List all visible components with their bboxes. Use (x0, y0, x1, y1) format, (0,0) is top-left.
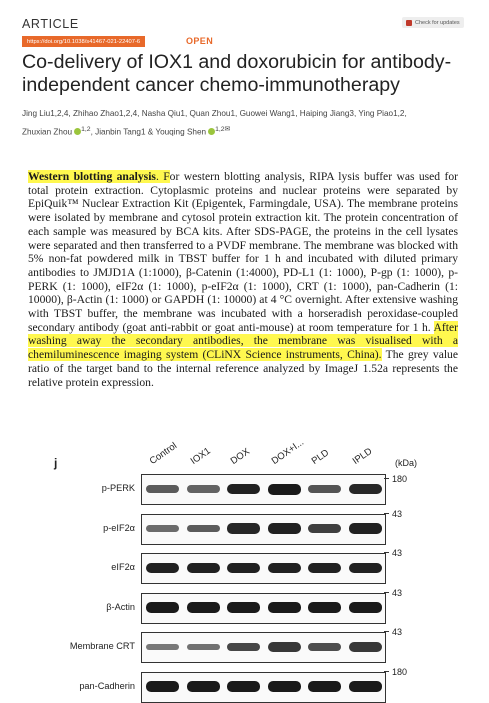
lane-label: IOX1 (188, 445, 213, 467)
blot-band (187, 644, 220, 651)
blot-band (187, 563, 220, 574)
blot-band (187, 525, 220, 533)
blot-band (308, 485, 341, 493)
blot-row-label: pan-Cadherin (79, 680, 135, 691)
blot-band (308, 563, 341, 574)
blot-strip (141, 514, 386, 545)
blot-strip (141, 553, 386, 584)
orcid-icon[interactable] (208, 128, 215, 135)
blot-band (349, 681, 382, 692)
blot-band (268, 642, 301, 652)
blot-band (146, 525, 179, 532)
blot-band (308, 602, 341, 613)
blot-band (187, 602, 220, 613)
molecular-weight-marker: 43 (384, 588, 402, 598)
blot-band (146, 602, 179, 613)
blot-band (268, 523, 301, 534)
blot-band (308, 643, 341, 652)
molecular-weight-marker: 43 (384, 548, 402, 558)
molecular-weight-marker: 43 (384, 627, 402, 637)
molecular-weight-marker: 43 (384, 509, 402, 519)
check-updates-label: Check for updates (415, 19, 460, 26)
doi-link[interactable]: https://doi.org/10.1038/s41467-021-22407-6 (22, 36, 145, 47)
western-blot-figure (0, 436, 489, 698)
author-list (22, 106, 472, 141)
blot-strip (141, 474, 386, 505)
first-letter: F (163, 170, 170, 183)
kda-unit-label: (kDa) (395, 458, 417, 468)
blot-row-label: eIF2α (111, 562, 135, 572)
blot-strip (141, 632, 386, 663)
blot-row-label: p-eIF2α (103, 522, 135, 533)
blot-band (146, 563, 179, 574)
panel-label: j (54, 456, 58, 470)
affiliation-sup: 1,2 (81, 126, 91, 133)
blot-band (227, 643, 260, 652)
blot-band (268, 484, 301, 495)
methods-text-b: The grey value ratio of the target band to the internal reference analyzed by ImageJ 1.52a represents the relative protein expression. (28, 348, 458, 389)
highlighted-sentence: After washing away the secondary antibodies, the membrane was visualised with a chemiluminescence imaging system (CLiNX Science instruments, China). (28, 320, 458, 362)
blot-band (268, 681, 301, 692)
article-title: Co-delivery of IOX1 and doxorubicin for antibody-independent cancer chemo-immunotherapy (22, 51, 452, 96)
blot-band (349, 602, 382, 613)
blot-band (227, 681, 260, 692)
author-line-2 (22, 122, 472, 141)
blot-band (268, 602, 301, 613)
lane-label: DOX+I... (269, 436, 306, 467)
lane-label: IPLD (350, 445, 374, 467)
molecular-weight-marker: 180 (384, 667, 407, 677)
blot-band (187, 485, 220, 493)
blot-band (187, 681, 220, 692)
affiliation-sup: 1,2✉ (215, 126, 231, 133)
blot-row-label: Membrane CRT (69, 641, 135, 651)
update-icon (406, 20, 412, 26)
author-line-1: Jing Liu1,2,4, Zhihao Zhao1,2,4, Nasha Qiu1, Quan Zhou1, Guowei Wang1, Haiping Jiang3, Ying Piao1,2, (22, 109, 407, 118)
methods-heading: Western blotting analysis (28, 170, 156, 183)
lane-label: Control (147, 440, 180, 467)
blot-band (349, 642, 382, 652)
blot-band (349, 563, 382, 574)
blot-band (227, 563, 260, 574)
article-type-label: ARTICLE (22, 17, 79, 31)
blot-band (308, 681, 341, 692)
check-for-updates-button[interactable] (402, 17, 464, 28)
blot-band (146, 681, 179, 692)
blot-band (349, 523, 382, 534)
blot-band (227, 602, 260, 613)
blot-row-label: p-PERK (101, 483, 135, 493)
blot-band (308, 524, 341, 533)
author-name[interactable]: Zhuxian Zhou (22, 127, 73, 137)
molecular-weight-marker: 180 (384, 474, 407, 484)
open-access-label: OPEN (186, 36, 214, 46)
blot-band (349, 484, 382, 494)
blot-band (146, 485, 179, 493)
blot-band (268, 563, 301, 574)
lane-label: DOX (228, 446, 252, 467)
blot-band (146, 644, 179, 650)
methods-text-a: or western blotting analysis, RIPA lysis buffer was used for total protein extraction. Cytoplasmic proteins and nuclear proteins were separated by EpiQuik™ Nuclear Extraction Kit (Epigentek, Farmingdale, USA). The membrane proteins were isolated by membrane and cytosol protein extraction kit. The protein concentration of each sample was measured by BCA kits. After SDS-PAGE, the proteins in the cell lysates were separated and then transferred to a PVDF membrane. The membrane was blocked with 5% non-fat powdered milk in TBST buffer for 1 h and incubated with diluted primary antibodies to JMJD1A (1:1000), β-Catenin (1:4000), PD-L1 (1: 1000), P-gp (1: 1000), p-PERK (1: 1000), eIF2α (1: 1000), p-eIF2α (1: 1000), CRT (1: 1000), pan-Cadherin (1: 10000), β-Actin (1: 1000) or GAPDH (1: 10000) at 4 °C overnight. After extensive washing with TBST buffer, the membrane was incubated with a horseradish peroxidase-coupled secondary antibody (goat anti-rabbit or goat anti-mouse) at room temperature for 1 h. (28, 170, 459, 334)
blot-strip (141, 593, 386, 624)
lane-label: PLD (309, 447, 332, 467)
author-names-rest: , Jianbin Tang1 & Youqing Shen (90, 127, 207, 137)
blot-band (227, 484, 260, 495)
blot-row-label: β-Actin (106, 601, 135, 612)
blot-band (227, 523, 260, 533)
methods-paragraph: Western blotting analysis. For western blotting analysis, RIPA lysis buffer was used for total protein extraction. Cytoplasmic proteins and nuclear proteins were separated by EpiQuik™ Nuclear Extraction Kit (Epigentek, Farmingdale, USA). The membrane proteins were isolated by membrane and cytosol protein extraction kit. The protein concentration of each sample was measured by BCA kits. After SDS-PAGE, the proteins in the cell lysates were separated and then transferred to a PVDF membrane. The membrane was blocked with 5% non-fat powdered milk in TBST buffer for 1 h and incubated with diluted primary antibodies to JMJD1A (1:1000), β-Catenin (1:4000), PD-L1 (1: 1000), P-gp (1: 1000), p-PERK (1: 1000), eIF2α (1: 1000), p-eIF2α (1: 1000), CRT (1: 1000), pan-Cadherin (1: 10000), β-Actin (1: 1000) or GAPDH (1: 10000) at 4 °C overnight. After extensive washing with TBST buffer, the membrane was incubated with a horseradish peroxidase-coupled secondary antibody (goat anti-rabbit or goat anti-mouse) at room temperature for 1 h. After washing away the secondary antibodies, the membrane was visualised with a chemiluminescence imaging system (CLiNX Science instruments, China). The grey value ratio of the target band to the internal reference analyzed by ImageJ 1.52a represents the relative protein expression. (28, 170, 459, 389)
